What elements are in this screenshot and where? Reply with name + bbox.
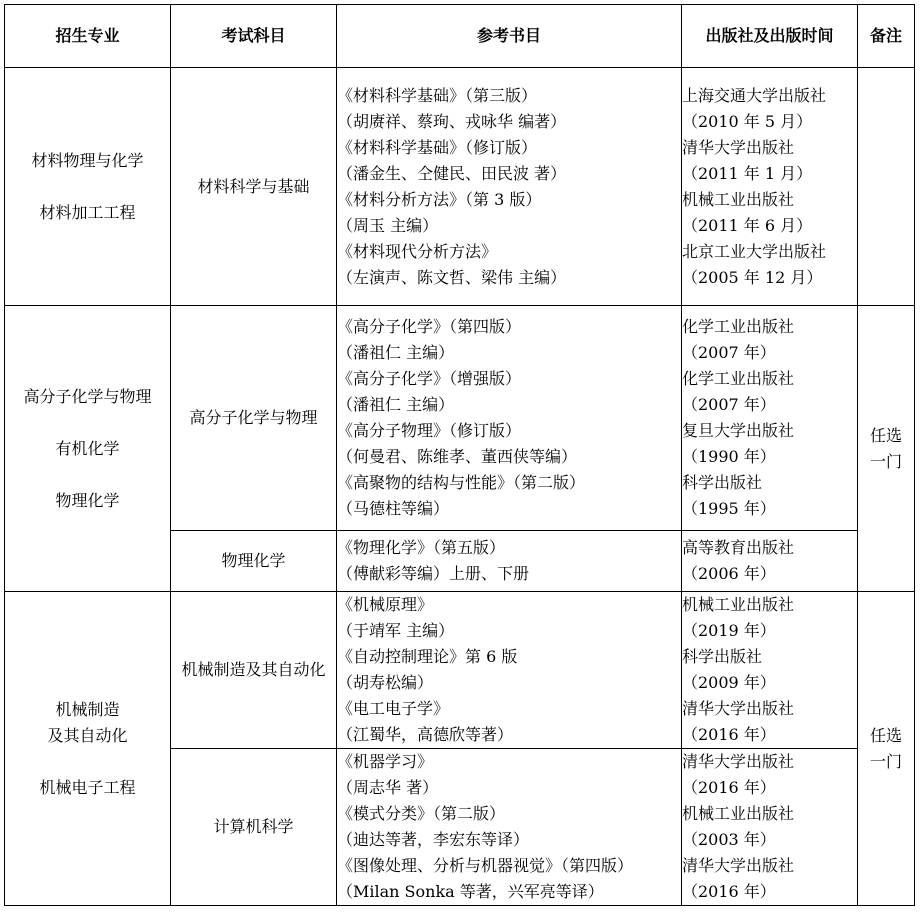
book-line: （傅献彩等编）上册、下册 [337, 564, 530, 583]
book-line: （胡赓祥、蔡珣、戎咏华 编著） [337, 111, 567, 131]
books-cell [337, 531, 682, 592]
publisher-line: （2016 年） [682, 778, 776, 797]
publisher-cell [682, 531, 858, 592]
major-name: 材料物理与化学 [31, 150, 144, 170]
publisher-line: （2011 年 6 月） [682, 215, 813, 235]
book-line: 《机器学习》 [337, 752, 434, 771]
publisher-line: 清华大学出版社 [682, 752, 795, 771]
book-line: 《图像处理、分析与机器视觉》（第四版） [337, 856, 634, 875]
major-name: 机械电子工程 [39, 777, 136, 797]
publisher-line: 清华大学出版社 [682, 699, 795, 718]
publisher-line: （2005 年 12 月） [682, 267, 823, 287]
book-line: （马德柱等编） [337, 499, 450, 518]
book-line: 《自动控制理论》第 6 版 [337, 647, 518, 666]
publisher-line: 化学工业出版社 [682, 317, 795, 336]
publisher-line: （1990 年） [682, 447, 776, 466]
book-line: （何曼君、陈维孝、董西侠等编） [337, 447, 578, 466]
book-line: 《高聚物的结构与性能》（第二版） [337, 473, 586, 492]
books-cell [337, 592, 682, 749]
book-line: 《材料科学基础》（修订版） [337, 137, 538, 157]
subject-cell: 高分子化学与物理 [171, 306, 337, 531]
book-line: （于靖军 主编） [337, 621, 455, 640]
header-publisher: 出版社及出版时间 [682, 5, 858, 68]
books-cell [337, 68, 682, 306]
publisher-line: （2007 年） [682, 343, 776, 362]
subject-cell: 材料科学与基础 [171, 68, 337, 306]
publisher-line: 机械工业出版社 [682, 595, 795, 614]
book-line: （江蜀华，高德欣等著） [337, 725, 514, 744]
header-subject: 考试科目 [171, 5, 337, 68]
book-line: （迪达等著，李宏东等译） [337, 830, 530, 849]
major-name: 及其自动化 [47, 725, 128, 745]
book-line: 《物理化学》（第五版） [337, 538, 506, 557]
subject-cell: 物理化学 [171, 531, 337, 592]
publisher-cell [682, 592, 858, 749]
publisher-line: （1995 年） [682, 499, 776, 518]
book-line: （周志华 著） [337, 778, 439, 797]
publisher-line: 北京工业大学出版社 [682, 241, 827, 261]
publisher-line: （2011 年 1 月） [682, 163, 813, 183]
note-text: 任选一门 [869, 725, 902, 771]
publisher-cell [682, 68, 858, 306]
publisher-line: 科学出版社 [682, 647, 763, 666]
book-line: 《模式分类》（第二版） [337, 804, 506, 823]
publisher-line: （2019 年） [682, 621, 776, 640]
book-line: （周玉 主编） [337, 215, 439, 235]
publisher-line: 机械工业出版社 [682, 189, 795, 209]
publisher-line: 清华大学出版社 [682, 856, 795, 875]
book-line: 《机械原理》 [337, 595, 434, 614]
publisher-line: 复旦大学出版社 [682, 421, 795, 440]
note-text: 任选一门 [869, 425, 902, 471]
book-line: （潘祖仁 主编） [337, 395, 455, 414]
table-row [5, 306, 915, 531]
header-row [5, 5, 915, 68]
note-cell [858, 306, 915, 592]
publisher-line: 清华大学出版社 [682, 137, 795, 157]
admissions-reference-table [4, 4, 915, 906]
major-name: 物理化学 [55, 490, 120, 510]
book-line: （潘金生、仝健民、田民波 著） [337, 163, 567, 183]
subject-cell [171, 592, 337, 749]
book-line: 《材料分析方法》（第 3 版） [337, 189, 542, 209]
major-cell [5, 306, 171, 592]
major-cell [5, 592, 171, 906]
publisher-line: 高等教育出版社 [682, 538, 795, 557]
publisher-line: （2006 年） [682, 564, 776, 583]
subject-name: 机械制造及其自动化 [181, 660, 326, 679]
publisher-line: 上海交通大学出版社 [682, 85, 827, 105]
publisher-line: （2016 年） [682, 725, 776, 744]
publisher-line: 科学出版社 [682, 473, 763, 492]
publisher-line: 机械工业出版社 [682, 804, 795, 823]
note-cell [858, 592, 915, 906]
book-line: 《材料现代分析方法》 [337, 241, 498, 261]
publisher-line: （2009 年） [682, 673, 776, 692]
publisher-line: （2007 年） [682, 395, 776, 414]
book-line: （潘祖仁 主编） [337, 343, 455, 362]
publisher-line: （2010 年 5 月） [682, 111, 813, 131]
book-line: 《高分子化学》（第四版） [337, 317, 522, 336]
book-line: （胡寿松编） [337, 673, 434, 692]
major-name: 机械制造 [55, 699, 120, 719]
major-cell [5, 68, 171, 306]
note-cell [858, 68, 915, 306]
header-note: 备注 [858, 5, 915, 68]
header-books: 参考书目 [337, 5, 682, 68]
major-name: 材料加工工程 [39, 202, 136, 222]
book-line: 《高分子化学》（增强版） [337, 369, 522, 388]
book-line: （Milan Sonka 等著，兴军亮等译） [337, 882, 604, 901]
books-cell [337, 749, 682, 906]
book-line: 《高分子物理》（修订版） [337, 421, 522, 440]
books-cell [337, 306, 682, 531]
table-row [5, 68, 915, 306]
publisher-line: 化学工业出版社 [682, 369, 795, 388]
book-line: （左演声、陈文哲、梁伟 主编） [337, 267, 567, 287]
publisher-cell [682, 749, 858, 906]
table-row [5, 592, 915, 749]
subject-cell: 计算机科学 [171, 749, 337, 906]
book-line: 《材料科学基础》（第三版） [337, 85, 538, 105]
major-name: 有机化学 [55, 438, 120, 458]
book-line: 《电工电子学》 [337, 699, 450, 718]
publisher-cell [682, 306, 858, 531]
publisher-line: （2016 年） [682, 882, 776, 901]
header-major: 招生专业 [5, 5, 171, 68]
major-name: 高分子化学与物理 [23, 386, 152, 406]
publisher-line: （2003 年） [682, 830, 776, 849]
